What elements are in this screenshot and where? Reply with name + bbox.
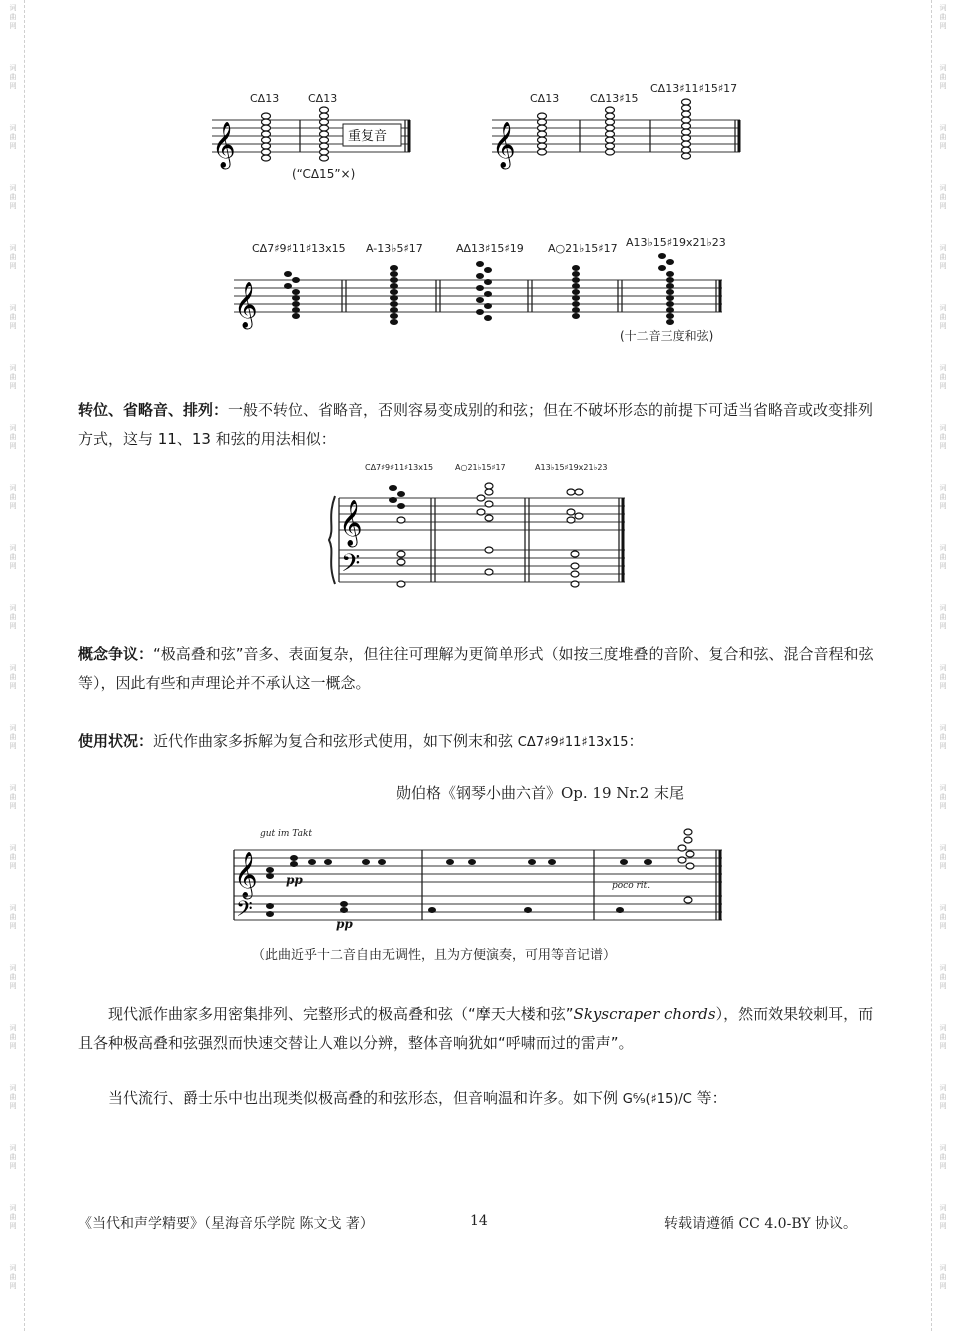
watermark-mark: 词 曲 网 xyxy=(939,304,947,330)
paragraph-pop-jazz-after: 等： xyxy=(691,1089,727,1107)
watermark-mark: 词 曲 网 xyxy=(9,904,17,930)
watermark-mark: 词 曲 网 xyxy=(9,604,17,630)
section-usage xyxy=(78,727,880,757)
watermark-mark: 词 曲 网 xyxy=(9,304,17,330)
fig1-chord-4: CΔ13♯15 xyxy=(590,92,639,105)
watermark-mark: 词 曲 网 xyxy=(9,544,17,570)
fig1-chord-5: CΔ13♯11♯15♯17 xyxy=(650,82,738,95)
watermark-mark: 词 曲 网 xyxy=(939,124,947,150)
section-inversion xyxy=(78,396,880,454)
watermark-mark: 词 曲 网 xyxy=(939,724,947,750)
fig3-stack-2 xyxy=(477,483,493,575)
expression-mark: poco rit. xyxy=(612,881,651,891)
watermark-mark: 词 曲 网 xyxy=(939,1084,947,1110)
fig2-chord-2: A-13♭5♯17 xyxy=(366,242,423,255)
paragraph-skyscraper xyxy=(78,1000,880,1058)
paragraph-pop-jazz-before: 当代流行、爵士乐中也出现类似极高叠的和弦形态，但音响温和许多。如下例 xyxy=(108,1089,623,1107)
fig2-chord-5: A13♭15♯19x21♭23 xyxy=(626,236,726,249)
fig2-chord-1: CΔ7♯9♯11♯13x15 xyxy=(252,242,346,255)
paragraph-skyscraper-before: 现代派作曲家多用密集排列、完整形式的极高叠和弦（“摩天大楼和弦” xyxy=(108,1005,574,1023)
section-usage-heading: 使用状况： xyxy=(78,732,154,750)
section-controversy-heading: 概念争议： xyxy=(78,645,154,663)
fig3-treble-staff xyxy=(339,498,625,548)
fig1-chord-3: CΔ13 xyxy=(530,92,560,105)
watermark-mark: 词 曲 网 xyxy=(9,664,17,690)
repeat-box-label: 重复音 xyxy=(348,129,388,144)
watermark-mark: 词 曲 网 xyxy=(9,64,17,90)
watermark-mark: 词 曲 网 xyxy=(939,424,947,450)
fig1-stack-1 xyxy=(262,113,271,161)
tempo-mark: gut im Takt xyxy=(260,829,313,839)
fig1-note: (“CΔ15”×) xyxy=(292,167,356,181)
watermark-mark: 词 曲 网 xyxy=(9,424,17,450)
section-controversy-text: “极高叠和弦”音多、表面复杂，但往往可理解为更简单形式（如按三度堆叠的音阶、复合和弦、混合音程和弦等），因此有些和声理论并不承认这一概念。 xyxy=(78,645,874,692)
section-controversy xyxy=(78,640,880,698)
watermark-mark: 词 曲 网 xyxy=(939,1264,947,1290)
watermark-mark: 词 曲 网 xyxy=(939,244,947,270)
treble-clef-icon: 𝄞 xyxy=(234,852,258,898)
fig2-caption: (十二音三度和弦) xyxy=(620,329,714,343)
watermark-mark: 词 曲 网 xyxy=(939,1144,947,1170)
treble-clef-icon: 𝄞 xyxy=(212,122,236,168)
fig2-stack-5 xyxy=(658,253,674,325)
treble-clef-icon: 𝄞 xyxy=(339,500,363,546)
paragraph-pop-jazz xyxy=(78,1084,880,1114)
right-watermark-strip xyxy=(934,0,952,1331)
paragraph-pop-jazz-chord: G⁶⁄₉(♯15)/C xyxy=(622,1092,692,1107)
section-usage-text-end: ： xyxy=(628,732,644,750)
fig1-right-staff xyxy=(492,120,740,170)
example-title: 勋伯格《钢琴小曲六首》Op. 19 Nr.2 末尾 xyxy=(396,784,685,802)
watermark-mark: 词 曲 网 xyxy=(9,1024,17,1050)
treble-clef-icon: 𝄞 xyxy=(492,122,516,168)
dynamic-upper: pp xyxy=(286,873,303,887)
bass-clef-icon: 𝄢 xyxy=(341,549,361,584)
right-margin-line xyxy=(931,0,932,1331)
watermark-mark: 词 曲 网 xyxy=(939,1204,947,1230)
watermark-mark: 词 曲 网 xyxy=(9,184,17,210)
watermark-mark: 词 曲 网 xyxy=(9,1144,17,1170)
left-margin-line xyxy=(24,0,25,1331)
paragraph-skyscraper-italic: Skyscraper chords xyxy=(573,1005,716,1023)
footer-book-title: 《当代和声学精要》（星海音乐学院 陈文戈 著） xyxy=(78,1216,374,1232)
watermark-mark: 词 曲 网 xyxy=(9,1264,17,1290)
example-treble-staff xyxy=(234,850,722,900)
figure2-score xyxy=(230,232,730,347)
watermark-mark: 词 曲 网 xyxy=(939,184,947,210)
watermark-mark: 词 曲 网 xyxy=(9,244,17,270)
example-bass-staff xyxy=(234,896,722,927)
fig2-stack-4 xyxy=(572,265,580,319)
watermark-mark: 词 曲 网 xyxy=(939,64,947,90)
section-inversion-heading: 转位、省略音、排列： xyxy=(78,401,229,419)
fig3-chord-2: A○21♭15♯17 xyxy=(455,463,506,472)
watermark-mark: 词 曲 网 xyxy=(939,904,947,930)
watermark-mark: 词 曲 网 xyxy=(939,784,947,810)
watermark-mark: 词 曲 网 xyxy=(9,1204,17,1230)
watermark-mark: 词 曲 网 xyxy=(939,664,947,690)
section-inversion-text: 一般不转位、省略音，否则容易变成别的和弦；但在不破坏形态的前提下可适当省略音或改变排列方式，这与 11、13 和弦的用法相似： xyxy=(78,401,874,448)
fig3-bass-staff xyxy=(339,549,625,584)
fig3-chord-3: A13♭15♯19x21♭23 xyxy=(535,463,608,472)
fig3-stack-3 xyxy=(567,489,583,587)
fig2-chord-4: A○21♭15♯17 xyxy=(548,242,618,255)
watermark-mark: 词 曲 网 xyxy=(939,1024,947,1050)
watermark-mark: 词 曲 网 xyxy=(9,724,17,750)
paragraph-skyscraper-after: ），然而效果较刺耳，而且各种极高叠和弦强烈而快速交替让人难以分辨，整体音响犹如“呼啸而过的雷声”。 xyxy=(78,1005,874,1052)
fig1-chord-2: CΔ13 xyxy=(308,92,338,105)
watermark-mark: 词 曲 网 xyxy=(939,844,947,870)
watermark-mark: 词 曲 网 xyxy=(9,4,17,30)
fig2-stack-2 xyxy=(390,265,398,325)
treble-clef-icon: 𝄞 xyxy=(234,282,258,328)
bass-clef-icon: 𝄢 xyxy=(236,897,253,927)
watermark-mark: 词 曲 网 xyxy=(939,364,947,390)
watermark-mark: 词 曲 网 xyxy=(939,4,947,30)
section-usage-chord: CΔ7♯9♯11♯13x15 xyxy=(517,735,629,750)
watermark-mark: 词 曲 网 xyxy=(939,604,947,630)
watermark-mark: 词 曲 网 xyxy=(939,484,947,510)
watermark-mark: 词 曲 网 xyxy=(9,964,17,990)
fig1-stack-3 xyxy=(538,113,547,155)
fig1-stack-4 xyxy=(606,107,615,155)
example-caption: （此曲近乎十二音自由无调性，且为方便演奏，可用等音记谱） xyxy=(252,948,617,963)
watermark-mark: 词 曲 网 xyxy=(9,364,17,390)
schoenberg-example-score xyxy=(228,810,728,940)
brace-icon xyxy=(329,496,335,584)
watermark-mark: 词 曲 网 xyxy=(939,544,947,570)
dynamic-lower: pp xyxy=(336,917,353,931)
figure1-score xyxy=(200,80,760,190)
footer-license: 转载请遵循 CC 4.0-BY 协议。 xyxy=(664,1216,858,1232)
fig3-stack-1 xyxy=(389,485,405,587)
fig2-chord-3: AΔ13♯15♯19 xyxy=(456,242,524,255)
watermark-mark: 词 曲 网 xyxy=(9,124,17,150)
watermark-mark: 词 曲 网 xyxy=(9,1084,17,1110)
watermark-mark: 词 曲 网 xyxy=(9,784,17,810)
figure3-grand-staff xyxy=(325,458,635,593)
fig1-chord-1: CΔ13 xyxy=(250,92,280,105)
fig1-stack-2 xyxy=(320,107,329,161)
watermark-mark: 词 曲 网 xyxy=(939,964,947,990)
fig1-stack-5 xyxy=(682,99,691,159)
watermark-mark: 词 曲 网 xyxy=(9,844,17,870)
section-usage-text: 近代作曲家多拆解为复合和弦形式使用，如下例末和弦 xyxy=(153,732,518,750)
footer-page-number: 14 xyxy=(470,1213,488,1229)
watermark-mark: 词 曲 网 xyxy=(9,484,17,510)
fig3-chord-1: CΔ7♯9♯11♯13x15 xyxy=(365,463,434,472)
left-watermark-strip xyxy=(4,0,22,1331)
